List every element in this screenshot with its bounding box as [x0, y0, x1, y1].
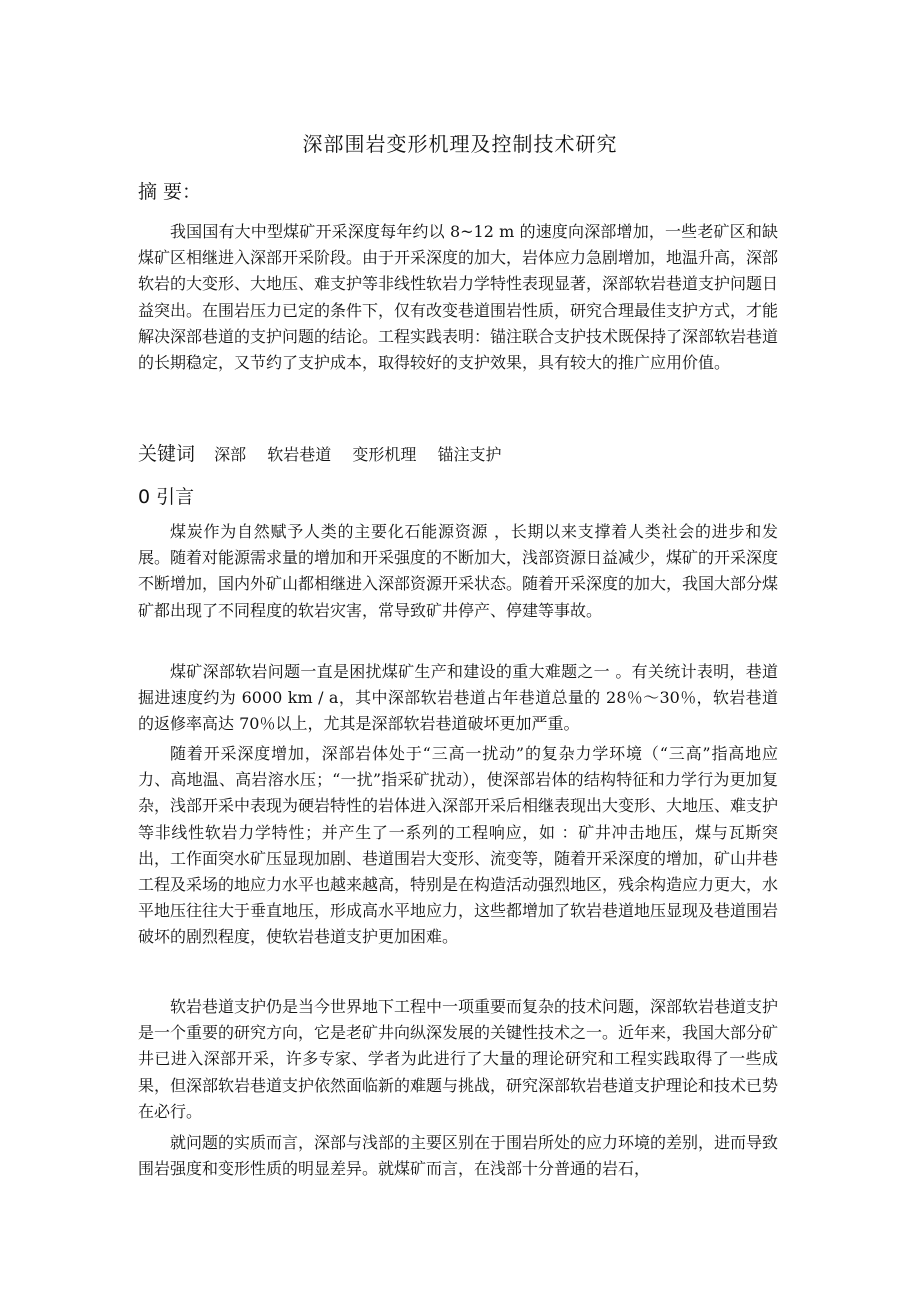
keyword: 变形机理	[352, 445, 417, 464]
body-paragraph: 就问题的实质而言，深部与浅部的主要区别在于围岩所处的应力环境的差别，进而导致围岩强度和变形性质的明显差异。就煤矿而言，在浅部十分普通的岩石，	[138, 1133, 778, 1179]
section-heading: 0 引言	[138, 486, 195, 508]
keywords-line	[138, 440, 517, 469]
body-paragraph: 煤炭作为自然赋予人类的主要化石能源资源 ，长期以来支撑着人类社会的进步和发展。随着对能源需求量的增加和开采强度的不断加大，浅部资源日益减少，煤矿的开采深度不断增加，国内外矿山都相继进入深部资源开采状态。随着开采深度的加大，我国大部分煤矿都出现了不同程度的软岩灾害，常导致矿井停产、停建等事故。	[138, 522, 779, 620]
body-paragraph: 软岩巷道支护仍是当今世界地下工程中一项重要而复杂的技术问题，深部软岩巷道支护是一个重要的研究方向，它是老矿井向纵深发展的关键性技术之一。近年来，我国大部分矿井已进入深部开采，许多专家、学者为此进行了大量的理论研究和工程实践取得了一些成果，但深部软岩巷道支护依然面临新的难题与挑战，研究深部软岩巷道支护理论和技术已势在必行。	[138, 997, 779, 1121]
keyword: 锚注支护	[437, 445, 502, 464]
document-title: 深部围岩变形机理及控制技术研究	[302, 132, 618, 156]
abstract-label: 摘 要：	[138, 181, 202, 203]
body-paragraph: 煤矿深部软岩问题一直是困扰煤矿生产和建设的重大难题之一 。有关统计表明，巷道掘进速度约为 6000 km / a，其中深部软岩巷道占年巷道总量的 28％～30％，软岩巷道的返修率高达 70％以上，尤其是深部软岩巷道破坏更加严重。	[138, 662, 778, 734]
abstract-paragraph: 我国国有大中型煤矿开采深度每年约以 8~12 m 的速度向深部增加，一些老矿区和缺煤矿区相继进入深部开采阶段。由于开采深度的加大，岩体应力急剧增加，地温升高，深部软岩的大变形、大地压、难支护等非线性软岩力学特性表现显著，深部软岩巷道支护问题日益突出。在围岩压力已定的条件下，仅有改变巷道围岩性质，研究合理最佳支护方式，才能解决深部巷道的支护问题的结论。工程实践表明：锚注联合支护技术既保持了深部软岩巷道的长期稳定，又节约了支护成本，取得较好的支护效果，具有较大的推广应用价值。	[138, 222, 779, 373]
body-paragraph: 随着开采深度增加，深部岩体处于“三高一扰动”的复杂力学环境（“三高”指高地应力、高地温、高岩溶水压；“一扰”指采矿扰动），使深部岩体的结构特征和力学行为更加复杂，浅部开采中表现为硬岩特性的岩体进入深部开采后相继表现出大变形、大地压、难支护等非线性软岩力学特性；并产生了一系列的工程响应，如 ：矿井冲击地压，煤与瓦斯突出，工作面突水矿压显现加剧、巷道围岩大变形、流变等，随着开采深度的增加，矿山井巷工程及采场的地应力水平也越来越高，特别是在构造活动强烈地区，残余构造应力更大，水平地压往往大于垂直地压，形成高水平地应力，这些都增加了软岩巷道地压显现及巷道围岩破坏的剧烈程度，使软岩巷道支护更加困难。	[138, 744, 779, 947]
keyword: 软岩巷道	[267, 445, 332, 464]
keyword: 深部	[214, 445, 247, 464]
keywords-label: 关键词	[138, 443, 196, 465]
